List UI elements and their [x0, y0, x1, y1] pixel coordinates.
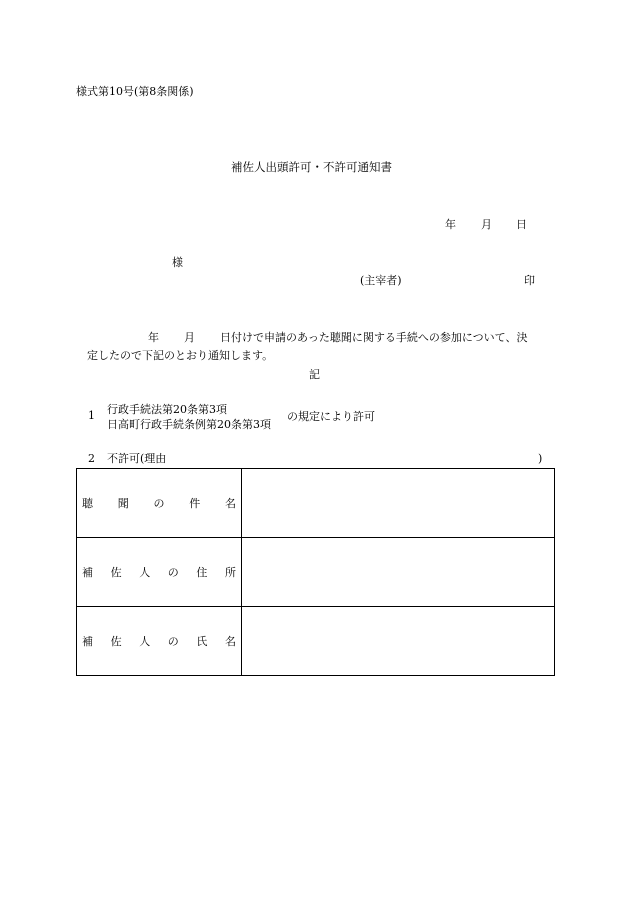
body-year: 年: [148, 331, 159, 344]
item2-label: 不許可(理由: [107, 452, 167, 465]
document-title: 補佐人出頭許可・不許可通知書: [231, 160, 392, 174]
label-assistant-name: [77, 607, 242, 676]
label-char: の: [167, 635, 179, 648]
item1-number: 1: [88, 409, 95, 422]
label-char: 人: [139, 635, 151, 648]
seal-mark: 印: [524, 274, 535, 287]
value-assistant-address[interactable]: [242, 538, 555, 607]
body-text-line2: 定したので下記のとおり通知します。: [87, 349, 274, 362]
item1-law-a: 行政手続法第20条第3項: [107, 403, 227, 416]
label-char: 補: [82, 566, 93, 579]
label-char: 所: [224, 566, 236, 579]
item2-close-paren: ): [538, 452, 543, 465]
body-text-line1: 日付けで申請のあった聴聞に関する手続への参加について、決: [220, 331, 528, 344]
label-char: 住: [196, 566, 208, 579]
label-char: の: [167, 566, 179, 579]
addressee-honorific: 様: [172, 256, 183, 269]
organizer-label: (主宰者): [360, 274, 402, 287]
item1-law-b: 日高町行政手続条例第20条第3項: [107, 418, 271, 431]
label-char: 名: [224, 635, 236, 648]
label-char: 名: [225, 497, 236, 510]
value-assistant-name[interactable]: [242, 607, 555, 676]
date-year: 年: [445, 218, 456, 231]
form-number: 様式第10号(第8条関係): [76, 85, 194, 98]
value-hearing-case[interactable]: [242, 469, 555, 538]
label-char: 件: [189, 497, 201, 510]
label-char: 聞: [117, 497, 129, 510]
table-row-assistant-name: [77, 607, 555, 676]
date-month: 月: [481, 218, 492, 231]
label-assistant-address: [77, 538, 242, 607]
info-table: [76, 468, 555, 676]
label-hearing-case: [77, 469, 242, 538]
ki-heading: 記: [309, 368, 320, 381]
label-char: 氏: [196, 635, 208, 648]
item1-suffix: の規定により許可: [287, 410, 375, 423]
table-row-hearing-case: [77, 469, 555, 538]
label-char: 佐: [110, 635, 122, 648]
label-char: 人: [139, 566, 151, 579]
label-char: の: [153, 497, 165, 510]
label-char: 佐: [110, 566, 122, 579]
label-char: 聴: [82, 497, 93, 510]
item2-number: 2: [88, 452, 95, 465]
label-char: 補: [82, 635, 93, 648]
table-row-assistant-address: [77, 538, 555, 607]
body-month: 月: [184, 331, 195, 344]
date-day: 日: [516, 218, 527, 231]
